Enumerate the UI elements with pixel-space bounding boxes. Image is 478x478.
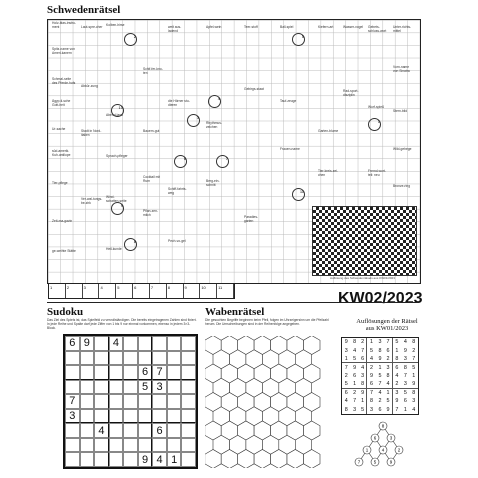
solution-cell: 8 <box>403 364 407 371</box>
clue-cell: Zeit-ma-gazin <box>52 219 73 223</box>
sudoku-cell[interactable] <box>109 394 124 409</box>
sudoku-cell[interactable]: 6 <box>65 336 80 351</box>
honeycomb-grid[interactable] <box>205 336 337 468</box>
clue-cell: Cocktail mit Rum <box>143 175 161 183</box>
sudoku-cell[interactable] <box>109 365 124 380</box>
sudoku-cell[interactable] <box>80 351 95 366</box>
solution-cell: 9 <box>384 406 392 414</box>
solution-cell: 5 <box>412 364 416 371</box>
clue-cell: Spitz-name von Ameri-kanern <box>52 47 75 55</box>
clue-cell: Wasser-vogel <box>343 25 364 29</box>
solution-cell: 3 <box>344 347 348 354</box>
solution-cell: 7 <box>344 364 348 371</box>
sudoku-cell[interactable] <box>138 438 153 453</box>
sudoku-cell[interactable] <box>109 452 124 467</box>
solution-cell[interactable]: 4 <box>99 284 116 298</box>
sudoku-cell[interactable] <box>167 365 182 380</box>
solution-cell: 1 <box>370 339 374 346</box>
solution-cell: 7 <box>370 389 374 396</box>
clue-cell: Rad-sport-disziplin <box>343 89 359 97</box>
circle-cell[interactable]: 5 <box>292 33 305 46</box>
sudoku-cell[interactable] <box>80 438 95 453</box>
solution-cell: 7 <box>353 398 357 405</box>
sudoku-cell[interactable]: 7 <box>152 365 167 380</box>
sudoku-cell[interactable] <box>65 438 80 453</box>
sudoku-cell[interactable] <box>138 394 153 409</box>
sudoku-cell[interactable] <box>94 365 109 380</box>
sudoku-title: Sudoku <box>47 306 84 318</box>
clue-cell: Abkür-zung <box>81 84 98 88</box>
pyramid-number: 1 <box>365 447 369 453</box>
solution-cell: 8 <box>393 355 401 363</box>
solution-cell: 4 <box>403 339 407 346</box>
clue-cell: Wurf-spieß <box>368 105 385 109</box>
sudoku-cell[interactable] <box>181 394 196 409</box>
sudoku-cell[interactable]: 4 <box>152 452 167 467</box>
clue-cell: ge-weihte Stätte <box>52 249 76 253</box>
clue-cell: Paradies-garten <box>244 215 259 223</box>
sudoku-cell[interactable] <box>65 380 80 395</box>
solution-cell[interactable]: 10 <box>200 284 217 298</box>
sudoku-cell[interactable]: 3 <box>152 380 167 395</box>
solution-cell[interactable]: 6 <box>133 284 150 298</box>
solution-cell: 5 <box>403 389 407 396</box>
sudoku-cell[interactable] <box>181 351 196 366</box>
sudoku-cell[interactable] <box>123 336 138 351</box>
solution-cell[interactable]: 2 <box>66 284 83 298</box>
solution-cell: 4 <box>344 398 348 405</box>
solution-cell: 2 <box>353 389 357 396</box>
solution-cell: 1 <box>350 380 358 388</box>
solution-cell[interactable]: 1 <box>49 284 66 298</box>
solution-cell: 3 <box>353 406 357 413</box>
sudoku-cell[interactable] <box>80 380 95 395</box>
clue-cell: Bronze-ring <box>393 184 411 188</box>
wabenraetsel-instructions: Die gesuchten Begriffe beginnen beim Pfeil, folgen im Uhrzeigersinn um die Pfeilzahl herum. Die Umschreibungen sind in der Reihenfolge angegeben. <box>205 318 329 326</box>
sudoku-cell[interactable] <box>80 394 95 409</box>
clue-cell: Holz-blas-instru-ment <box>52 21 76 29</box>
clue-cell: Gebirgs-staat <box>244 87 264 91</box>
solution-cell: 6 <box>403 398 407 405</box>
sudoku-cell[interactable]: 4 <box>109 336 124 351</box>
sudoku-cell[interactable] <box>181 452 196 467</box>
sudoku-cell[interactable] <box>94 438 109 453</box>
solution-cell: 3 <box>359 372 367 380</box>
solution-cell: 9 <box>395 398 399 405</box>
pyramid-number: 9 <box>389 459 393 465</box>
solution-cell: 9 <box>344 339 348 346</box>
circle-cell[interactable]: 4 <box>208 95 221 108</box>
circle-cell[interactable]: 3 <box>187 114 200 127</box>
sudoku-cell[interactable]: 6 <box>138 365 153 380</box>
clue-cell: Stern-bild <box>393 109 408 113</box>
sudoku-cell[interactable] <box>94 351 109 366</box>
pyramid-number: 2 <box>397 447 401 453</box>
solution-cell: 4 <box>395 372 399 379</box>
sudoku-cell[interactable]: 9 <box>138 452 153 467</box>
sudoku-cell[interactable] <box>109 423 124 438</box>
solution-cell: 9 <box>353 364 357 371</box>
solution-cell: 1 <box>378 364 382 371</box>
solution-cell: 4 <box>384 380 392 388</box>
solution-cell: 5 <box>395 339 399 346</box>
solution-cell: 4 <box>367 355 375 363</box>
circle-cell[interactable]: 6 <box>174 155 187 168</box>
clue-cell: Bauern-gut <box>143 129 160 133</box>
solution-cell: 2 <box>359 338 367 346</box>
sudoku-cell[interactable] <box>123 423 138 438</box>
clue-cell: weit aus-ladend <box>168 25 182 33</box>
clue-cell: Berg-ein-schnitt <box>206 179 220 187</box>
clue-cell: Apfel-wein <box>206 25 222 29</box>
solutions-title: Auflösungen der Rätsel aus KW01/2023 <box>356 318 418 332</box>
week-label: KW02/2023 <box>338 290 423 307</box>
clue-cell: Fremd-wort-teil: neu <box>368 169 386 177</box>
solution-cell: 2 <box>378 398 382 405</box>
solution-cell: 1 <box>403 406 407 413</box>
solution-cell: 5 <box>342 380 350 388</box>
solution-word-row[interactable] <box>48 283 235 299</box>
circle-cell[interactable]: 11 <box>292 188 305 201</box>
solution-cell: 3 <box>412 398 416 405</box>
solution-cell: 3 <box>395 389 399 396</box>
clue-cell: Unter-richts-mittel <box>393 25 412 33</box>
sudoku-cell[interactable] <box>138 409 153 424</box>
clue-cell: Wild-gehege <box>393 147 412 151</box>
crossword-grid[interactable] <box>47 19 421 284</box>
solution-cell: 8 <box>344 406 348 413</box>
pyramid-number: 3 <box>389 435 393 441</box>
sudoku-cell[interactable] <box>94 394 109 409</box>
clue-cell: Kiefern-art <box>318 25 334 29</box>
clue-cell: süd-amerik. Kuh-antilope <box>52 149 71 157</box>
solution-sudoku-grid <box>341 337 419 415</box>
circle-cell[interactable]: 8 <box>124 238 137 251</box>
sudoku-cell[interactable] <box>123 452 138 467</box>
clue-cell: Gebets-schluss-wort <box>368 25 387 33</box>
sudoku-cell[interactable] <box>152 438 167 453</box>
sudoku-cell[interactable] <box>181 423 196 438</box>
solution-cell: 5 <box>359 406 367 414</box>
solution-cell: 8 <box>412 389 416 396</box>
sudoku-cell[interactable] <box>65 351 80 366</box>
clue-cell: Rhythmus-zeichen <box>206 121 222 129</box>
sudoku-cell[interactable] <box>123 380 138 395</box>
solution-cell: 7 <box>403 372 407 379</box>
circle-cell[interactable]: 7 <box>216 155 229 168</box>
solution-cell: 1 <box>342 355 350 363</box>
sudoku-grid[interactable] <box>63 334 198 469</box>
sudoku-cell[interactable] <box>152 394 167 409</box>
solution-cell: 8 <box>370 398 374 405</box>
sudoku-cell[interactable] <box>109 438 124 453</box>
solution-cell: 6 <box>384 346 392 354</box>
sudoku-cell[interactable] <box>138 336 153 351</box>
solution-cell: 1 <box>384 389 392 397</box>
sudoku-cell[interactable] <box>167 394 182 409</box>
sudoku-cell[interactable] <box>80 365 95 380</box>
sudoku-cell[interactable] <box>138 351 153 366</box>
solution-cell: 9 <box>376 355 384 363</box>
solution-cell[interactable]: 9 <box>184 284 201 298</box>
solution-cell: 8 <box>353 339 357 346</box>
sudoku-cell[interactable] <box>167 423 182 438</box>
pyramid-number: 7 <box>357 459 361 465</box>
solution-cell: 7 <box>384 338 392 346</box>
solution-cell: 8 <box>384 372 392 380</box>
sudoku-cell[interactable] <box>94 452 109 467</box>
clue-cell: die Hörner stu-dieren <box>168 99 190 107</box>
solution-cell: 5 <box>384 397 392 405</box>
clue-cell: Stadt in Nord-italien <box>81 129 102 137</box>
solution-mini-grid <box>312 206 417 276</box>
solution-cell: 6 <box>367 380 375 388</box>
clue-cell: Frauen-name <box>280 147 300 151</box>
solution-cell: 7 <box>359 346 367 354</box>
solution-cell[interactable]: 5 <box>116 284 133 298</box>
clue-cell: Schmal-seite des Pferde-hufs <box>52 77 76 85</box>
solution-cell: 5 <box>350 355 358 363</box>
solution-cell: 3 <box>378 339 382 346</box>
circle-cell[interactable]: 10 <box>111 104 124 117</box>
sudoku-cell[interactable] <box>94 336 109 351</box>
sudoku-cell[interactable] <box>181 336 196 351</box>
solution-cell: 6 <box>353 372 357 379</box>
solution-pyramid <box>353 420 413 468</box>
solution-cell: 2 <box>370 364 374 371</box>
solution-cell: 7 <box>376 380 384 388</box>
sudoku-cell[interactable] <box>181 380 196 395</box>
clue-cell: Schiff-fahrts-weg <box>168 187 187 195</box>
clue-cell: Vorn-name von Sinatra <box>393 65 410 73</box>
sudoku-cell[interactable] <box>167 409 182 424</box>
sudoku-cell[interactable] <box>80 423 95 438</box>
solution-cell: 1 <box>412 372 416 379</box>
solution-cell: 2 <box>412 347 416 354</box>
solution-cell: 8 <box>378 347 382 354</box>
clue-cell: Ball-spiel <box>280 25 294 29</box>
circle-cell[interactable]: 2 <box>124 33 137 46</box>
clue-cell: Pech-vo-gel <box>168 239 186 243</box>
sudoku-cell[interactable]: 1 <box>167 452 182 467</box>
sudoku-cell[interactable] <box>181 365 196 380</box>
sudoku-cell[interactable]: 4 <box>94 423 109 438</box>
pyramid-number: 6 <box>373 435 377 441</box>
clue-cell: Garten-blume <box>318 129 339 133</box>
solution-cell: 4 <box>412 406 416 413</box>
sudoku-cell[interactable] <box>80 452 95 467</box>
solution-cell: 5 <box>378 372 382 379</box>
solution-cell: 2 <box>393 380 401 388</box>
sudoku-cell[interactable] <box>167 336 182 351</box>
solution-cell: 2 <box>384 355 392 363</box>
solution-cell: 2 <box>344 372 348 379</box>
sudoku-cell[interactable] <box>123 365 138 380</box>
solution-cell: 6 <box>344 389 348 396</box>
sudoku-cell[interactable]: 7 <box>65 394 80 409</box>
solution-caption: Auflösung des Schwedenrätsels aus KW01/2023 <box>330 276 395 280</box>
sudoku-cell[interactable] <box>167 438 182 453</box>
solution-cell[interactable]: 7 <box>150 284 167 298</box>
sudoku-cell[interactable] <box>167 351 182 366</box>
sudoku-cell[interactable] <box>65 452 80 467</box>
sudoku-instructions: Das Ziel des Spiels ist, das Spielfeld zu vervollständigen. Die bereits eingetragenen Zahlen sind fixiert. In jede Reihe und Spalte darf jede Ziffer von 1 bis 9 nur einmal vorkommen, ebenso in jedem 3×3-Block. <box>47 318 197 330</box>
sudoku-cell[interactable] <box>152 336 167 351</box>
sudoku-cell[interactable]: 5 <box>138 380 153 395</box>
solution-cell: 1 <box>359 397 367 405</box>
solution-cell: 9 <box>370 372 374 379</box>
solution-cell[interactable]: 11 <box>217 284 234 298</box>
solution-cell: 9 <box>359 389 367 397</box>
sudoku-cell[interactable]: 3 <box>65 409 80 424</box>
solution-cell: 9 <box>410 380 418 388</box>
clue-cell: Tier-pflege <box>52 181 68 185</box>
pyramid-number: 8 <box>381 423 385 429</box>
clue-cell: Ur-sache <box>52 127 66 131</box>
solution-cell[interactable]: 8 <box>167 284 184 298</box>
solution-cell: 6 <box>378 406 382 413</box>
section-divider <box>47 302 419 303</box>
clue-cell: Pflan-zen-milch <box>143 209 159 217</box>
sudoku-cell[interactable] <box>167 380 182 395</box>
sudoku-cell[interactable] <box>181 438 196 453</box>
solution-cell: 3 <box>370 406 374 413</box>
clue-cell: Teer-stoff <box>244 25 258 29</box>
circle-cell[interactable]: 9 <box>111 202 124 215</box>
solution-cell: 6 <box>395 364 399 371</box>
solution-cell: 8 <box>359 380 367 388</box>
sudoku-cell[interactable] <box>152 351 167 366</box>
clue-cell: Wind-schatten-seite <box>106 195 127 203</box>
solution-cell: 7 <box>395 406 399 413</box>
sudoku-cell[interactable] <box>94 380 109 395</box>
solution-cell: 5 <box>370 347 374 354</box>
sudoku-cell[interactable] <box>80 409 95 424</box>
sudoku-cell[interactable] <box>109 351 124 366</box>
clue-cell: Tauf-zeuge <box>280 99 297 103</box>
circle-cell[interactable]: 1 <box>368 118 381 131</box>
clue-cell: Sprach-pfleger <box>106 154 128 158</box>
solution-cell: 4 <box>378 389 382 396</box>
pyramid-number: 4 <box>381 447 385 453</box>
clue-cell: Schif-fer-kno-ten <box>143 67 163 75</box>
solution-cell: 4 <box>353 347 357 354</box>
sudoku-cell[interactable] <box>181 409 196 424</box>
wabenraetsel-title: Wabenrätsel <box>205 306 265 318</box>
solution-cell: 3 <box>384 363 392 371</box>
solution-cell: 6 <box>359 355 367 363</box>
sudoku-cell[interactable] <box>123 394 138 409</box>
solution-cell: 7 <box>410 355 418 363</box>
sudoku-cell[interactable] <box>109 409 124 424</box>
solution-cell[interactable]: 3 <box>83 284 100 298</box>
solution-cell: 9 <box>403 347 407 354</box>
solution-cell: 3 <box>401 355 409 363</box>
sudoku-cell[interactable] <box>138 423 153 438</box>
sudoku-cell[interactable] <box>109 380 124 395</box>
clue-cell: Tier-kreis-zei-chen <box>318 169 339 177</box>
schwedenraetsel-title: Schwedenrätsel <box>47 4 121 16</box>
sudoku-cell[interactable] <box>123 409 138 424</box>
clue-cell: Heil-kunde <box>106 247 122 251</box>
clue-cell: Abend-land <box>106 113 123 117</box>
clue-cell: Kolben-hirse <box>106 23 125 27</box>
sudoku-cell[interactable] <box>65 365 80 380</box>
sudoku-cell[interactable]: 6 <box>152 423 167 438</box>
sudoku-cell[interactable]: 9 <box>80 336 95 351</box>
sudoku-cell[interactable] <box>94 409 109 424</box>
sudoku-cell[interactable] <box>65 423 80 438</box>
sudoku-cell[interactable] <box>152 409 167 424</box>
sudoku-cell[interactable] <box>123 438 138 453</box>
solution-cell: 8 <box>412 339 416 346</box>
solution-cell: 4 <box>359 363 367 371</box>
clue-cell: Ver-wal-tungs-be-zirk <box>81 197 103 205</box>
sudoku-cell[interactable] <box>123 351 138 366</box>
pyramid-number: 5 <box>373 459 377 465</box>
clue-cell: Laut-spre-cher <box>81 25 103 29</box>
solution-cell: 1 <box>395 347 399 354</box>
clue-cell: Ägyp-ti-sche Gott-heit <box>52 99 71 107</box>
solution-cell: 3 <box>401 380 409 388</box>
